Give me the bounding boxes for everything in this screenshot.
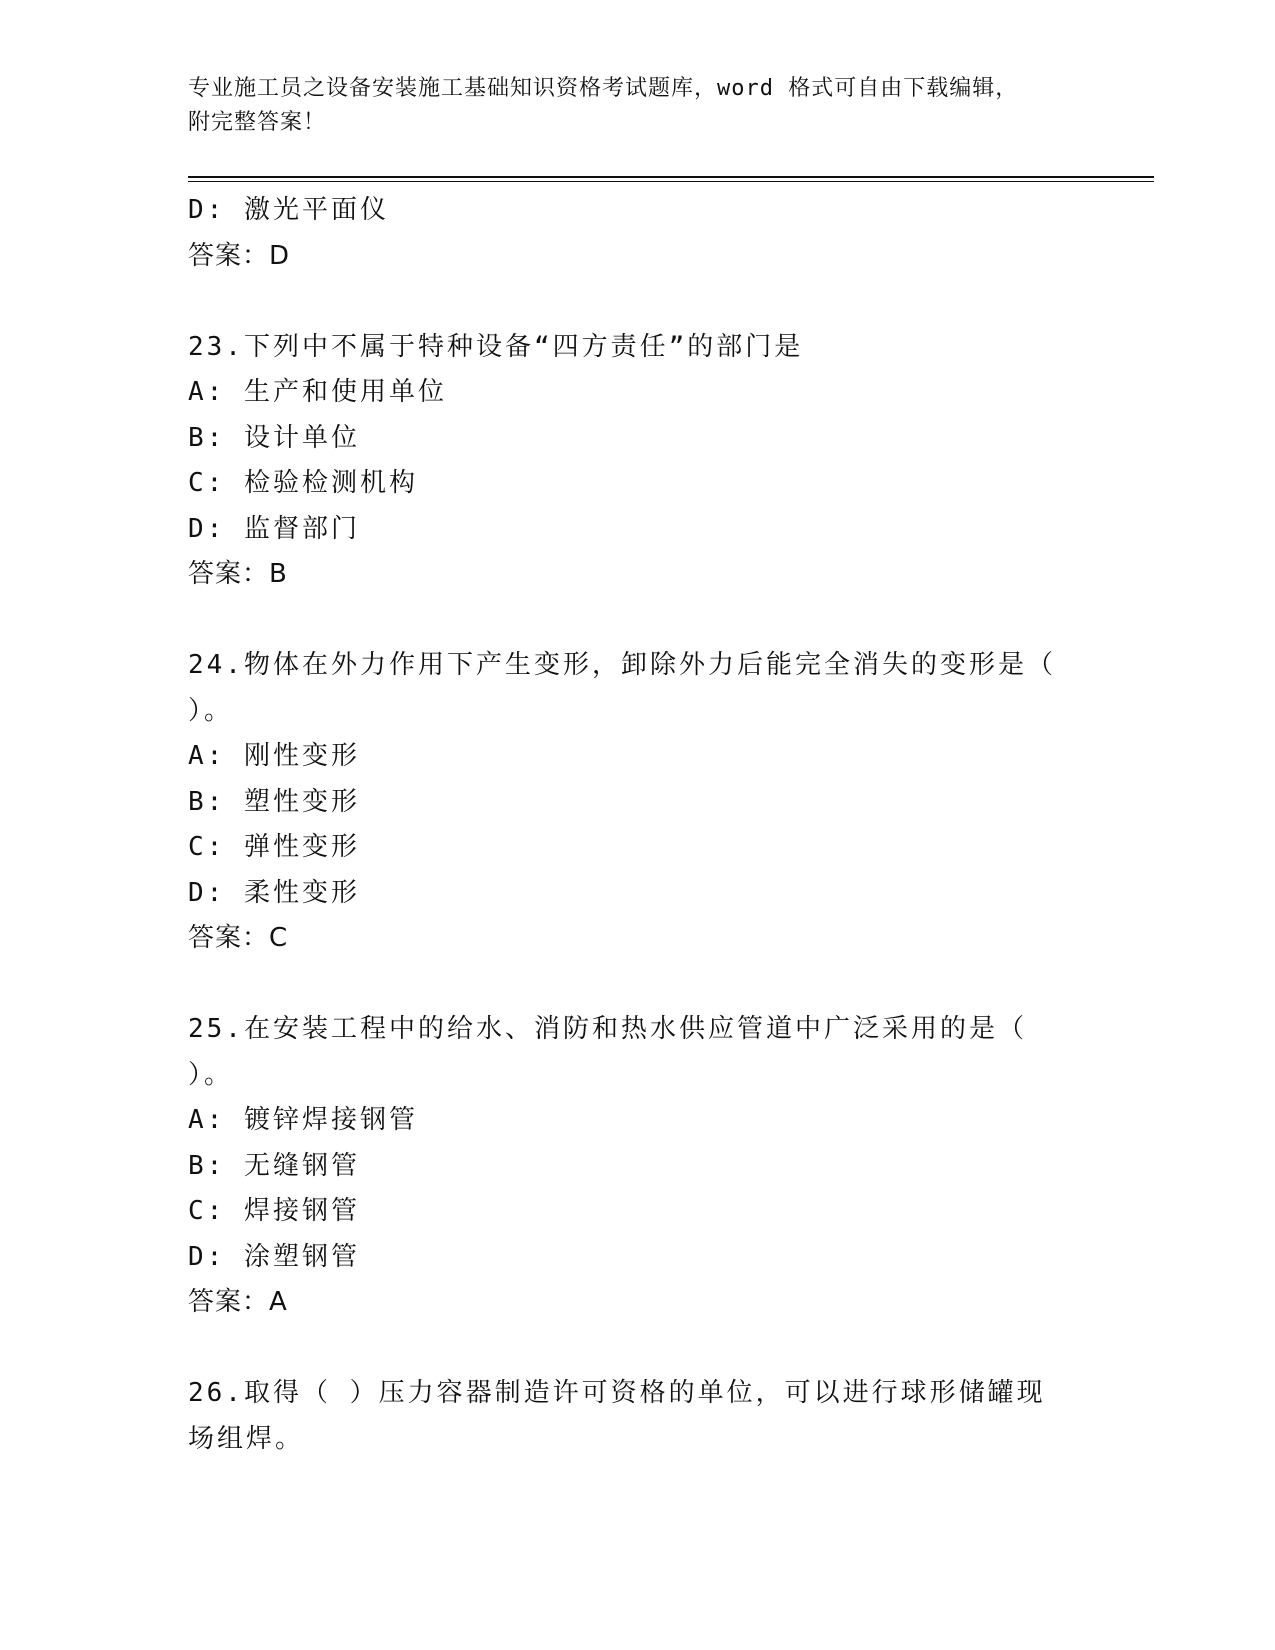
spacer <box>188 598 1088 644</box>
question-23 <box>188 325 1088 598</box>
answer-line: 答案：B <box>188 559 288 589</box>
question-text: 24.物体在外力作用下产生变形，卸除外力后能完全消失的变形是（ ）。 <box>188 650 1056 726</box>
question-text: 25.在安装工程中的给水、消防和热水供应管道中广泛采用的是（ ）。 <box>188 1014 1027 1090</box>
answer-line: 答案：D <box>188 240 291 271</box>
previous-question-tail <box>188 188 1088 279</box>
option-a: A: 生产和使用单位 <box>188 377 447 407</box>
question-25 <box>188 1007 1088 1326</box>
option-d: D: 监督部门 <box>188 513 360 544</box>
option-c: C: 弹性变形 <box>188 832 360 862</box>
option-d: D: 激光平面仪 <box>188 195 389 225</box>
header-line-1: 专业施工员之设备安装施工基础知识资格考试题库，word 格式可自由下载编辑， <box>188 76 1019 101</box>
answer-line: 答案：C <box>188 923 289 953</box>
option-b: B: 设计单位 <box>188 422 360 453</box>
question-text: 23.下列中不属于特种设备“四方责任”的部门是 <box>188 331 804 362</box>
option-c: C: 焊接钢管 <box>188 1196 360 1226</box>
header-line-2: 附完整答案！ <box>188 110 327 135</box>
answer-line: 答案：A <box>188 1287 288 1317</box>
question-text: 26.取得（ ）压力容器制造许可资格的单位，可以进行球形储罐现场组焊。 <box>188 1378 1046 1454</box>
header-divider-thin <box>188 181 1154 182</box>
option-a: A: 刚性变形 <box>188 741 360 771</box>
option-b: B: 无缝钢管 <box>188 1150 360 1181</box>
question-list <box>188 188 1088 1462</box>
question-24 <box>188 643 1088 962</box>
document-header <box>188 72 1068 140</box>
option-d: D: 涂塑钢管 <box>188 1241 360 1272</box>
question-26 <box>188 1371 1088 1462</box>
spacer <box>188 1326 1088 1372</box>
option-a: A: 镀锌焊接钢管 <box>188 1105 418 1135</box>
option-c: C: 检验检测机构 <box>188 468 418 498</box>
spacer <box>188 962 1088 1008</box>
header-divider-thick <box>188 176 1154 178</box>
option-d: D: 柔性变形 <box>188 877 360 908</box>
spacer <box>188 279 1088 325</box>
option-b: B: 塑性变形 <box>188 786 360 817</box>
